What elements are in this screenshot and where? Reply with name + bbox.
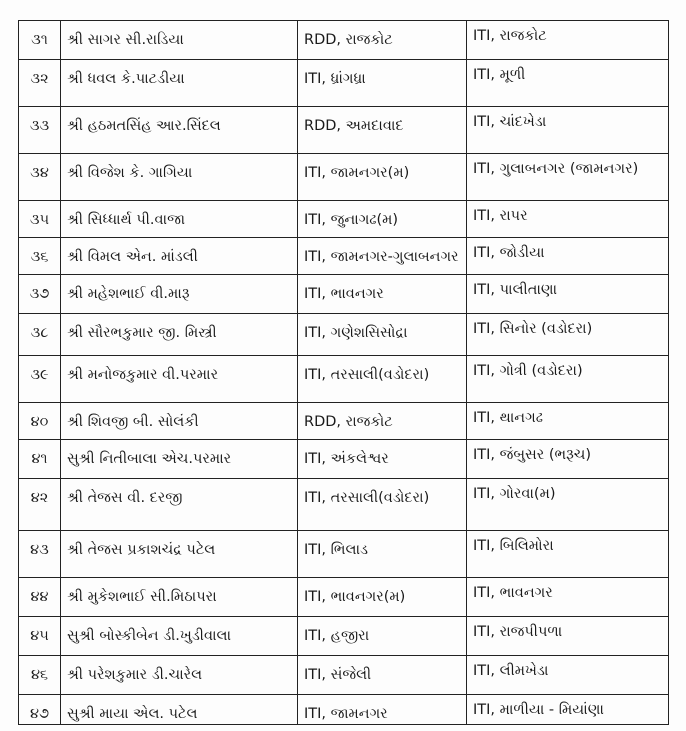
serial-number-cell: ૩૪	[19, 154, 61, 201]
serial-number-cell: ૪૩	[19, 531, 61, 578]
serial-number-cell: ૪૨	[19, 479, 61, 531]
employee-name-cell: શ્રી હઠમતસિંહ આર.સિંદલ	[61, 107, 298, 154]
current-posting-cell: ITI, ભાવનગર(મ)	[298, 578, 467, 617]
new-posting-cell: ITI, જોડીયા	[467, 238, 669, 275]
serial-number-cell: ૪૫	[19, 617, 61, 656]
new-posting-cell: ITI, બિલિમોરા	[467, 531, 669, 578]
table-row	[19, 440, 669, 479]
employee-name-cell: શ્રી વિજેશ કે. ગાગિયા	[61, 154, 298, 201]
new-posting-cell: ITI, મૂળી	[467, 60, 669, 107]
employee-name-cell: શ્રી તેજસ પ્રકાશચંદ્ર પટેલ	[61, 531, 298, 578]
new-posting-cell: ITI, લીમખેડા	[467, 656, 669, 695]
table-row	[19, 656, 669, 695]
employee-name-cell: શ્રી સૌરભકુમાર જી. મિસ્ત્રી	[61, 314, 298, 356]
table-row	[19, 238, 669, 275]
table-row	[19, 154, 669, 201]
current-posting-cell: ITI, જુનાગઢ(મ)	[298, 201, 467, 238]
current-posting-cell: ITI, ગણેશસિસોદ્રા	[298, 314, 467, 356]
transfer-table	[18, 20, 669, 725]
new-posting-cell: ITI, પાલીતાણા	[467, 275, 669, 314]
employee-name-cell: શ્રી વિમલ એન. માંડલી	[61, 238, 298, 275]
new-posting-cell: ITI, ગોરવા(મ)	[467, 479, 669, 531]
table-row	[19, 403, 669, 440]
new-posting-cell: ITI, રાપર	[467, 201, 669, 238]
serial-number-cell: ૩૭	[19, 275, 61, 314]
table-row	[19, 617, 669, 656]
table-row	[19, 314, 669, 356]
serial-number-cell: ૩૨	[19, 60, 61, 107]
new-posting-cell: ITI, માળીયા - મિયાંણા	[467, 695, 669, 725]
current-posting-cell: RDD, અમદાવાદ	[298, 107, 467, 154]
employee-name-cell: સુશ્રી નિતીબાલા એચ.પરમાર	[61, 440, 298, 479]
current-posting-cell: ITI, ધ્રાંગધ્રા	[298, 60, 467, 107]
table-row	[19, 479, 669, 531]
serial-number-cell: ૪૭	[19, 695, 61, 725]
current-posting-cell: ITI, જામનગર	[298, 695, 467, 725]
new-posting-cell: ITI, ગોત્રી (વડોદરા)	[467, 356, 669, 403]
employee-name-cell: શ્રી પરેશકુમાર ડી.ચારેલ	[61, 656, 298, 695]
table-row	[19, 201, 669, 238]
employee-name-cell: શ્રી મહેશભાઈ વી.મારૂ	[61, 275, 298, 314]
employee-name-cell: સુશ્રી બોસ્કીબેન ડી.ખુડીવાલા	[61, 617, 298, 656]
employee-name-cell: શ્રી શિવજી બી. સોલંકી	[61, 403, 298, 440]
table-row	[19, 60, 669, 107]
transfer-table-body	[19, 21, 669, 725]
employee-name-cell: શ્રી મુકેશભાઈ સી.મિઠાપરા	[61, 578, 298, 617]
current-posting-cell: RDD, રાજકોટ	[298, 21, 467, 60]
employee-name-cell: શ્રી તેજસ વી. દરજી	[61, 479, 298, 531]
new-posting-cell: ITI, ગુલાબનગર (જામનગર)	[467, 154, 669, 201]
new-posting-cell: ITI, રાજકોટ	[467, 21, 669, 60]
table-row	[19, 531, 669, 578]
current-posting-cell: ITI, ભાવનગર	[298, 275, 467, 314]
table-row	[19, 356, 669, 403]
current-posting-cell: ITI, જામનગર(મ)	[298, 154, 467, 201]
new-posting-cell: ITI, ભાવનગર	[467, 578, 669, 617]
current-posting-cell: ITI, અંકલેશ્વર	[298, 440, 467, 479]
serial-number-cell: ૩૯	[19, 356, 61, 403]
table-row	[19, 578, 669, 617]
new-posting-cell: ITI, જંબુસર (ભરૂચ)	[467, 440, 669, 479]
current-posting-cell: ITI, સંજેલી	[298, 656, 467, 695]
serial-number-cell: ૩૩	[19, 107, 61, 154]
new-posting-cell: ITI, રાજપીપળા	[467, 617, 669, 656]
employee-name-cell: સુશ્રી માયા એલ. પટેલ	[61, 695, 298, 725]
new-posting-cell: ITI, સિનોર (વડોદરા)	[467, 314, 669, 356]
table-row	[19, 275, 669, 314]
serial-number-cell: ૪૦	[19, 403, 61, 440]
current-posting-cell: ITI, ભિલાડ	[298, 531, 467, 578]
current-posting-cell: ITI, હજીરા	[298, 617, 467, 656]
serial-number-cell: ૩૫	[19, 201, 61, 238]
employee-name-cell: શ્રી સિધ્ધાર્થ પી.વાજા	[61, 201, 298, 238]
employee-name-cell: શ્રી ધવલ કે.પાટડીયા	[61, 60, 298, 107]
employee-name-cell: શ્રી મનોજકુમાર વી.પરમાર	[61, 356, 298, 403]
current-posting-cell: ITI, તરસાલી(વડોદરા)	[298, 479, 467, 531]
new-posting-cell: ITI, ચાંદખેડા	[467, 107, 669, 154]
serial-number-cell: ૩૬	[19, 238, 61, 275]
serial-number-cell: ૩૧	[19, 21, 61, 60]
current-posting-cell: RDD, રાજકોટ	[298, 403, 467, 440]
serial-number-cell: ૪૬	[19, 656, 61, 695]
current-posting-cell: ITI, તરસાલી(વડોદરા)	[298, 356, 467, 403]
employee-name-cell: શ્રી સાગર સી.રાડિયા	[61, 21, 298, 60]
new-posting-cell: ITI, થાનગઢ	[467, 403, 669, 440]
table-row	[19, 107, 669, 154]
table-row	[19, 695, 669, 725]
serial-number-cell: ૪૧	[19, 440, 61, 479]
table-row	[19, 21, 669, 60]
serial-number-cell: ૪૪	[19, 578, 61, 617]
current-posting-cell: ITI, જામનગર-ગુલાબનગર	[298, 238, 467, 275]
serial-number-cell: ૩૮	[19, 314, 61, 356]
